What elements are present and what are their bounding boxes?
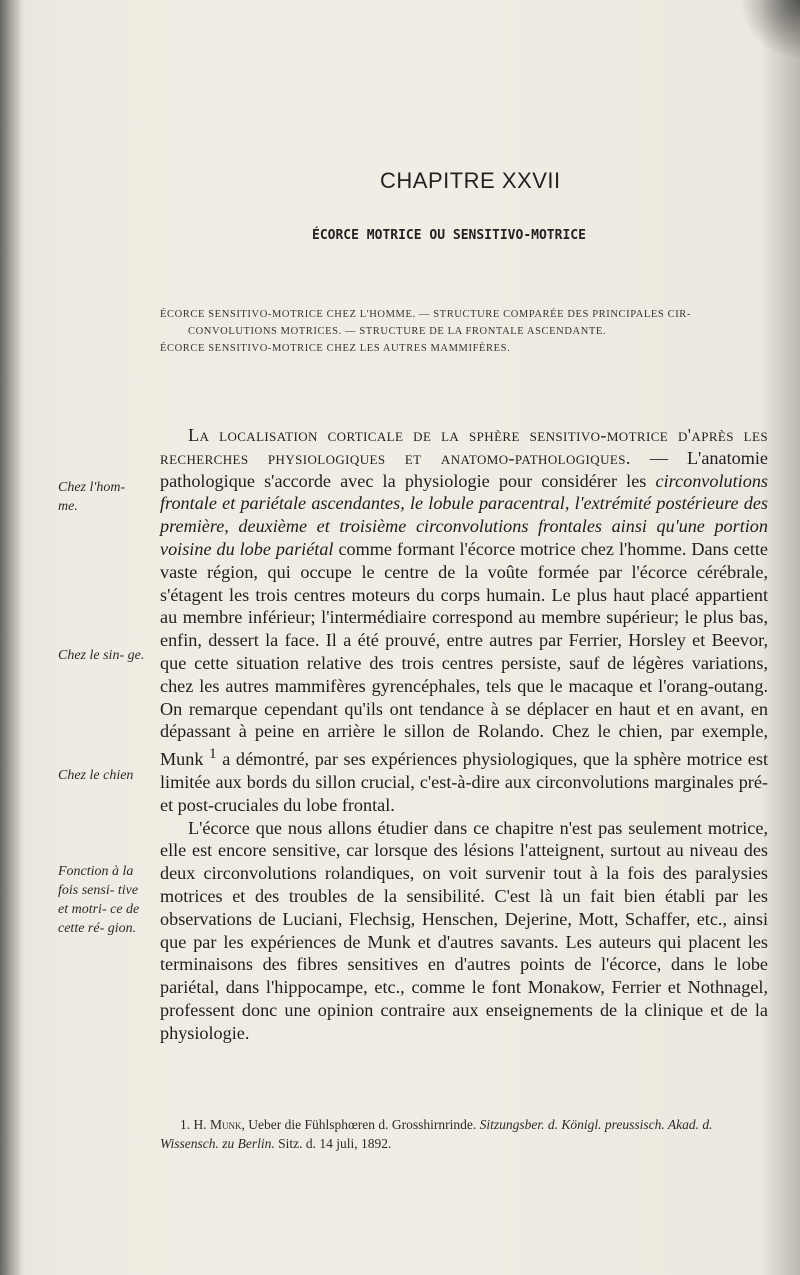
footnote-date: Sitz. d. 14 juli, 1892.: [274, 1136, 392, 1151]
summary-line: ÉCORCE SENSITIVO-MOTRICE CHEZ L'HOMME. — STRUCTURE COMPARÉE DES PRINCIPALES CIR-: [160, 309, 691, 320]
footnote-text: , Ueber die Fühlsphœren d. Grosshirnrinde.: [241, 1117, 480, 1132]
summary-line: ÉCORCE SENSITIVO-MOTRICE CHEZ LES AUTRES MAMMIFÈRES.: [160, 343, 511, 354]
margin-note-singe: Chez le sin- ge.: [58, 648, 145, 663]
chapter-summary: [160, 306, 772, 357]
paragraph-text: — L'anatomie pathologique s'accorde avec la physiologie pour considérer les: [160, 447, 768, 491]
paragraph-1: [160, 424, 768, 817]
emphasis-text: circonvolutions frontale et pariétale ascendantes, le lobule paracentral, l'extrémité postérieure des première, deuxième et troisième circonvolutions frontales ainsi qu'une portion voisine du lobe pariétal: [160, 470, 768, 559]
chapter-title: CHAPITRE XXVII: [380, 168, 561, 193]
margin-note-homme: Chez l'hom- me.: [58, 480, 126, 514]
footnote: [160, 1115, 768, 1153]
footnote-ref: 1: [209, 745, 217, 763]
margin-note-chien: Chez le chien: [58, 768, 134, 783]
summary-line: CONVOLUTIONS MOTRICES. — STRUCTURE DE LA FRONTALE ASCENDANTE.: [188, 326, 607, 337]
paragraph-text: comme formant l'écorce motrice chez l'homme. Dans cette vaste région, qui occupe le centre de la voûte formée par l'écorce cérébrale, s'étagent les trois centres moteurs du corps humain. Le plus haut placé appartient au membre inférieur; l'intermédiaire correspond au membre supérieur; le plus bas, enfin, dessert la face. Il a été prouvé, entre autres par Ferrier, Horsley et Beevor, que cette situation relative des trois centres persiste, sauf de légères variations, chez les autres mammifères gyrencéphales, tels que le macaque et l'orang-outang. On remarque cependant qu'ils ont tendance à se déplacer en haut et en avant, en dépassant à peine en arrière le sillon de Rolando. Chez le chien, par exemple, Munk: [160, 538, 768, 770]
paragraph-text: a démontré, par ses expériences physiologiques, que la sphère motrice est limitée aux bords du sillon crucial, c'est-à-dire aux circonvolutions marginales pré- et post-cruciales du lobe frontal.: [160, 749, 769, 815]
spine-shadow: [0, 0, 22, 1275]
footnote-author: H. Munk: [193, 1117, 242, 1132]
footnote-number: 1.: [180, 1117, 191, 1132]
chapter-subtitle: ÉCORCE MOTRICE OU SENSITIVO-MOTRICE: [312, 228, 586, 243]
footnote-journal: Sitzungsber. d. Königl. preussisch. Akad. d. Wissensch. zu Berlin.: [160, 1117, 713, 1151]
section-lead: La localisation corticale de la sphère sensitivo-motrice d'après les recherches physiologiques et anatomo-pathologiques.: [160, 425, 768, 468]
body-text: [160, 424, 768, 1045]
margin-note-fonction: Fonction à la fois sensi- tive et motri- ce de cette ré- gion.: [58, 864, 140, 936]
paragraph-2: L'écorce que nous allons étudier dans ce chapitre n'est pas seulement motrice, elle est encore sensitive, car lorsque des lésions l'atteignent, surtout au niveau des deux circonvolutions rolandiques, on voit survenir tout à la fois des paralysies motrices et des troubles de la sensibilité. C'est là un fait bien établi par les observations de Luciani, Flechsig, Henschen, Dejerine, Mott, Schaffer, etc., ainsi que par les expériences de Munk et d'autres savants. Les auteurs qui placent les terminaisons des fibres sensitives en d'autres points de l'écorce, dans le lobe pariétal, dans l'hippocampe, etc., comme le font Monakow, Ferrier et Nothnagel, professent donc une opinion contraire aux enseignements de la clinique et de la physiologie.: [160, 817, 768, 1043]
corner-shadow: [740, 0, 800, 60]
